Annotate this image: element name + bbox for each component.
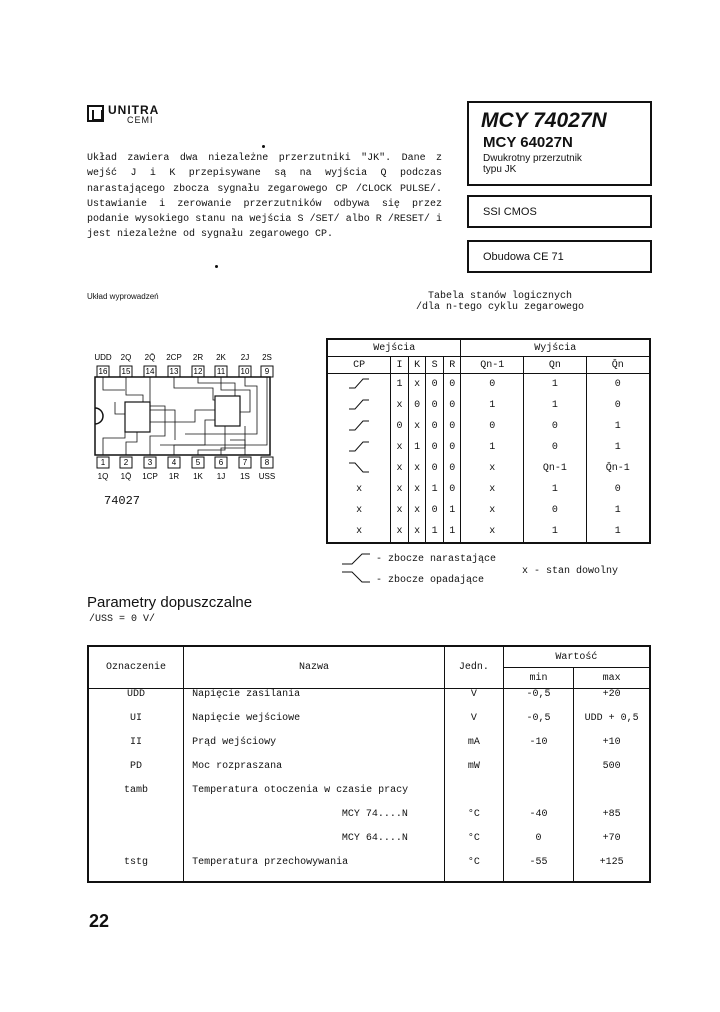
rising-edge-icon <box>347 376 371 390</box>
truth-cell: x <box>461 500 524 521</box>
truth-column-header: CP <box>327 357 391 374</box>
parameter-name: Napięcie wejściowe <box>184 713 445 737</box>
pin-label: UDD <box>94 353 112 362</box>
truth-cell: x <box>408 521 426 543</box>
pin-label: 1Q̄ <box>120 472 132 481</box>
pin-label: 2S <box>262 353 272 362</box>
description-text: Układ zawiera dwa niezależne przerzutniki "JK". Dane z wejść J i K przepisywane są na wyjścia Q podczas narastającego zbocza sygnału zegarowego CP /CLOCK PULSE/. Ustawianie i zerowanie przerzutników odbywa się przez podanie wysokiego stanu na wejścia S /SET/ albo R /RESET/ i jest niezależne od sygnału zegarowego CP. <box>87 153 442 241</box>
parameter-name: MCY 64....N <box>184 833 445 857</box>
pin-number: 16 <box>98 367 108 376</box>
truth-cell: x <box>327 479 391 500</box>
page-number: 22 <box>89 911 110 931</box>
truth-row <box>327 500 650 521</box>
parameter-row <box>88 809 650 833</box>
parameter-unit: °C <box>444 809 503 833</box>
truth-cell: 0 <box>443 458 461 479</box>
truth-cell: 0 <box>426 395 444 416</box>
legend-falling: - zbocze opadające <box>376 575 485 586</box>
truth-cell: 0 <box>524 416 587 437</box>
parameter-unit: °C <box>444 833 503 857</box>
truth-cell: x <box>408 500 426 521</box>
truth-cell: 0 <box>426 416 444 437</box>
legend-rising: - zbocze narastające <box>376 554 497 565</box>
truth-cell: 0 <box>524 437 587 458</box>
parameter-symbol <box>88 833 184 857</box>
pin-number: 13 <box>169 367 179 376</box>
parameter-row <box>88 689 650 714</box>
parameter-row <box>88 857 650 882</box>
truth-cell: 0 <box>443 374 461 396</box>
parameter-name: MCY 74....N <box>184 809 445 833</box>
parameter-symbol: UI <box>88 713 184 737</box>
truth-cell <box>327 437 391 458</box>
truth-cell: x <box>327 521 391 543</box>
truth-column-header: Qn-1 <box>461 357 524 374</box>
truth-cell: 0 <box>426 458 444 479</box>
parameter-name: Prąd wejściowy <box>184 737 445 761</box>
truth-cell: Q̄n-1 <box>586 458 650 479</box>
parameter-symbol: PD <box>88 761 184 785</box>
truth-cell: 0 <box>408 395 426 416</box>
parameter-max: +70 <box>574 833 650 857</box>
part-main: MCY 74027N <box>481 109 607 132</box>
parameter-symbol: II <box>88 737 184 761</box>
truth-cell: 0 <box>443 416 461 437</box>
parameters-subtitle: /USS = 0 V/ <box>89 614 156 625</box>
parameter-unit: mW <box>444 761 503 785</box>
truth-row <box>327 416 650 437</box>
parameter-unit: V <box>444 689 503 714</box>
parameter-row <box>88 833 650 857</box>
parameter-row <box>88 785 650 809</box>
truth-cell: 1 <box>443 500 461 521</box>
truth-cell: x <box>391 500 409 521</box>
truth-cell: 0 <box>586 374 650 396</box>
parameters-table <box>87 645 651 883</box>
truth-cell: 1 <box>586 416 650 437</box>
chip-notch <box>95 408 103 424</box>
rising-edge-icon <box>342 554 370 564</box>
truth-cell <box>327 458 391 479</box>
truth-table <box>326 338 651 544</box>
pinout-title: Układ wyprowadzeń <box>87 292 159 301</box>
truth-cell: x <box>327 500 391 521</box>
pin-label: 2J <box>240 353 250 362</box>
truth-cell: 1 <box>461 395 524 416</box>
pin-number: 12 <box>193 367 203 376</box>
truth-cell: 1 <box>524 521 587 543</box>
pin-label: 2CP <box>166 353 182 362</box>
pin-label: 2K <box>216 353 226 362</box>
parameter-symbol: UDD <box>88 689 184 714</box>
parameter-name: Moc rozpraszana <box>184 761 445 785</box>
pin-number: 14 <box>145 367 155 376</box>
package-box <box>467 240 652 273</box>
parameter-min: -40 <box>503 809 573 833</box>
header-value: Wartość <box>503 646 650 668</box>
parameter-symbol: tstg <box>88 857 184 882</box>
parameter-max: 500 <box>574 761 650 785</box>
flipflop-1 <box>125 402 150 432</box>
parameter-min: 0 <box>503 833 573 857</box>
header-name: Nazwa <box>184 646 445 689</box>
truth-table-title: Tabela stanów logicznych /dla n-tego cyklu zegarowego <box>415 291 585 313</box>
truth-cell: x <box>391 395 409 416</box>
parameters-title: Parametry dopuszczalne <box>87 594 253 611</box>
part-description: Dwukrotny przerzutnik typu JK <box>483 153 582 175</box>
truth-cell: x <box>391 437 409 458</box>
parameter-max <box>574 785 650 809</box>
pin-number: 3 <box>147 458 153 467</box>
truth-cell: 0 <box>461 416 524 437</box>
flipflop-2 <box>215 396 240 426</box>
parameter-row <box>88 737 650 761</box>
logo-mark-icon <box>87 105 104 122</box>
truth-row <box>327 479 650 500</box>
truth-cell: 0 <box>426 500 444 521</box>
truth-cell: 0 <box>443 479 461 500</box>
pinout-diagram <box>85 350 285 485</box>
truth-row <box>327 521 650 543</box>
parameter-symbol <box>88 809 184 833</box>
truth-cell: 0 <box>461 374 524 396</box>
falling-edge-icon <box>342 572 370 582</box>
legend-dont-care: x - stan dowolny <box>522 566 619 577</box>
rising-edge-icon <box>347 418 371 432</box>
parameter-min: -0,5 <box>503 713 573 737</box>
logo-line1: UNITRA <box>108 103 160 117</box>
unitra-logo <box>87 103 187 127</box>
parameter-row <box>88 761 650 785</box>
parameter-name: Napięcie zasilania <box>184 689 445 714</box>
parameter-max: +10 <box>574 737 650 761</box>
pin-number: 9 <box>264 367 270 376</box>
pin-number: 2 <box>123 458 129 467</box>
parameter-symbol: tamb <box>88 785 184 809</box>
truth-row <box>327 374 650 396</box>
truth-cell: 0 <box>524 500 587 521</box>
truth-cell: 0 <box>426 374 444 396</box>
parameter-unit: °C <box>444 857 503 882</box>
chip-body <box>95 377 270 455</box>
pin-number: 6 <box>218 458 224 467</box>
truth-cell: x <box>461 479 524 500</box>
pin-number: 15 <box>121 367 131 376</box>
truth-column-header: S <box>426 357 444 374</box>
truth-cell: 0 <box>586 395 650 416</box>
truth-cell: 1 <box>426 521 444 543</box>
parameter-unit <box>444 785 503 809</box>
parameter-max: +125 <box>574 857 650 882</box>
parameter-row <box>88 713 650 737</box>
falling-edge-icon <box>347 460 371 474</box>
parameter-min: -55 <box>503 857 573 882</box>
parameter-min <box>503 785 573 809</box>
technology-box <box>467 195 652 228</box>
header-max: max <box>574 668 650 689</box>
truth-column-header: K <box>408 357 426 374</box>
truth-cell: x <box>408 479 426 500</box>
truth-column-header: Qn <box>524 357 587 374</box>
truth-cell: x <box>461 458 524 479</box>
header-min: min <box>503 668 573 689</box>
speck <box>215 265 218 268</box>
truth-cell: 1 <box>408 437 426 458</box>
legend-edge-icons <box>340 550 372 586</box>
truth-cell <box>327 395 391 416</box>
truth-cell: 1 <box>586 437 650 458</box>
pin-label: 2Q <box>120 353 132 362</box>
pin-number: 11 <box>216 367 226 376</box>
package: Obudowa CE 71 <box>483 251 564 263</box>
truth-cell: 0 <box>426 437 444 458</box>
logo-line2: CEMI <box>127 115 154 125</box>
parameter-min: -10 <box>503 737 573 761</box>
part-alt: MCY 64027N <box>483 134 573 151</box>
truth-cell: x <box>391 521 409 543</box>
technology: SSI CMOS <box>483 206 537 218</box>
truth-cell: Qn-1 <box>524 458 587 479</box>
parameter-unit: V <box>444 713 503 737</box>
pin-label: 1Q <box>97 472 109 481</box>
parameter-min: -0,5 <box>503 689 573 714</box>
truth-column-header: R <box>443 357 461 374</box>
parameter-max: UDD + 0,5 <box>574 713 650 737</box>
pin-number: 4 <box>171 458 177 467</box>
truth-cell: x <box>408 416 426 437</box>
pin-number: 7 <box>242 458 248 467</box>
rising-edge-icon <box>347 397 371 411</box>
truth-cell: 1 <box>586 521 650 543</box>
outputs-group-header: Wyjścia <box>461 339 650 357</box>
header-symbol: Oznaczenie <box>88 646 184 689</box>
truth-cell: x <box>408 374 426 396</box>
truth-column-header: Q̄n <box>586 357 650 374</box>
truth-cell: x <box>408 458 426 479</box>
parameter-max: +85 <box>574 809 650 833</box>
truth-column-header: I <box>391 357 409 374</box>
internal-wiring <box>103 377 267 455</box>
truth-cell <box>327 416 391 437</box>
pin-label: 1J <box>216 472 226 481</box>
pin-label: USS <box>258 472 276 481</box>
truth-cell: 1 <box>524 374 587 396</box>
pin-label: 1CP <box>142 472 158 481</box>
truth-cell: 1 <box>524 479 587 500</box>
truth-cell: 0 <box>443 395 461 416</box>
truth-cell: 1 <box>391 374 409 396</box>
pin-label: 1R <box>168 472 180 481</box>
parameter-unit: mA <box>444 737 503 761</box>
truth-cell: x <box>391 458 409 479</box>
pin-label: 1K <box>193 472 203 481</box>
parameter-name: Temperatura przechowywania <box>184 857 445 882</box>
chip-label: 74027 <box>104 494 141 508</box>
pin-number: 1 <box>100 458 106 467</box>
speck <box>262 145 265 148</box>
truth-cell: 1 <box>443 521 461 543</box>
inputs-group-header: Wejścia <box>327 339 461 357</box>
pin-label: 1S <box>240 472 250 481</box>
truth-cell: x <box>461 521 524 543</box>
pin-number: 8 <box>264 458 270 467</box>
truth-cell: 1 <box>524 395 587 416</box>
pin-number: 5 <box>195 458 201 467</box>
truth-cell: 0 <box>586 479 650 500</box>
header-unit: Jedn. <box>444 646 503 689</box>
truth-cell: x <box>391 479 409 500</box>
pin-label: 2Q̄ <box>144 353 156 362</box>
rising-edge-icon <box>347 439 371 453</box>
pin-number: 10 <box>240 367 250 376</box>
title-box <box>467 101 652 186</box>
truth-cell: 1 <box>426 479 444 500</box>
truth-row <box>327 458 650 479</box>
truth-row <box>327 395 650 416</box>
parameter-max: +20 <box>574 689 650 714</box>
parameter-min <box>503 761 573 785</box>
truth-cell: 0 <box>443 437 461 458</box>
truth-cell: 1 <box>586 500 650 521</box>
truth-cell: 1 <box>461 437 524 458</box>
truth-row <box>327 437 650 458</box>
pin-label: 2R <box>192 353 204 362</box>
truth-cell: 0 <box>391 416 409 437</box>
truth-cell <box>327 374 391 396</box>
parameter-name: Temperatura otoczenia w czasie pracy <box>184 785 445 809</box>
